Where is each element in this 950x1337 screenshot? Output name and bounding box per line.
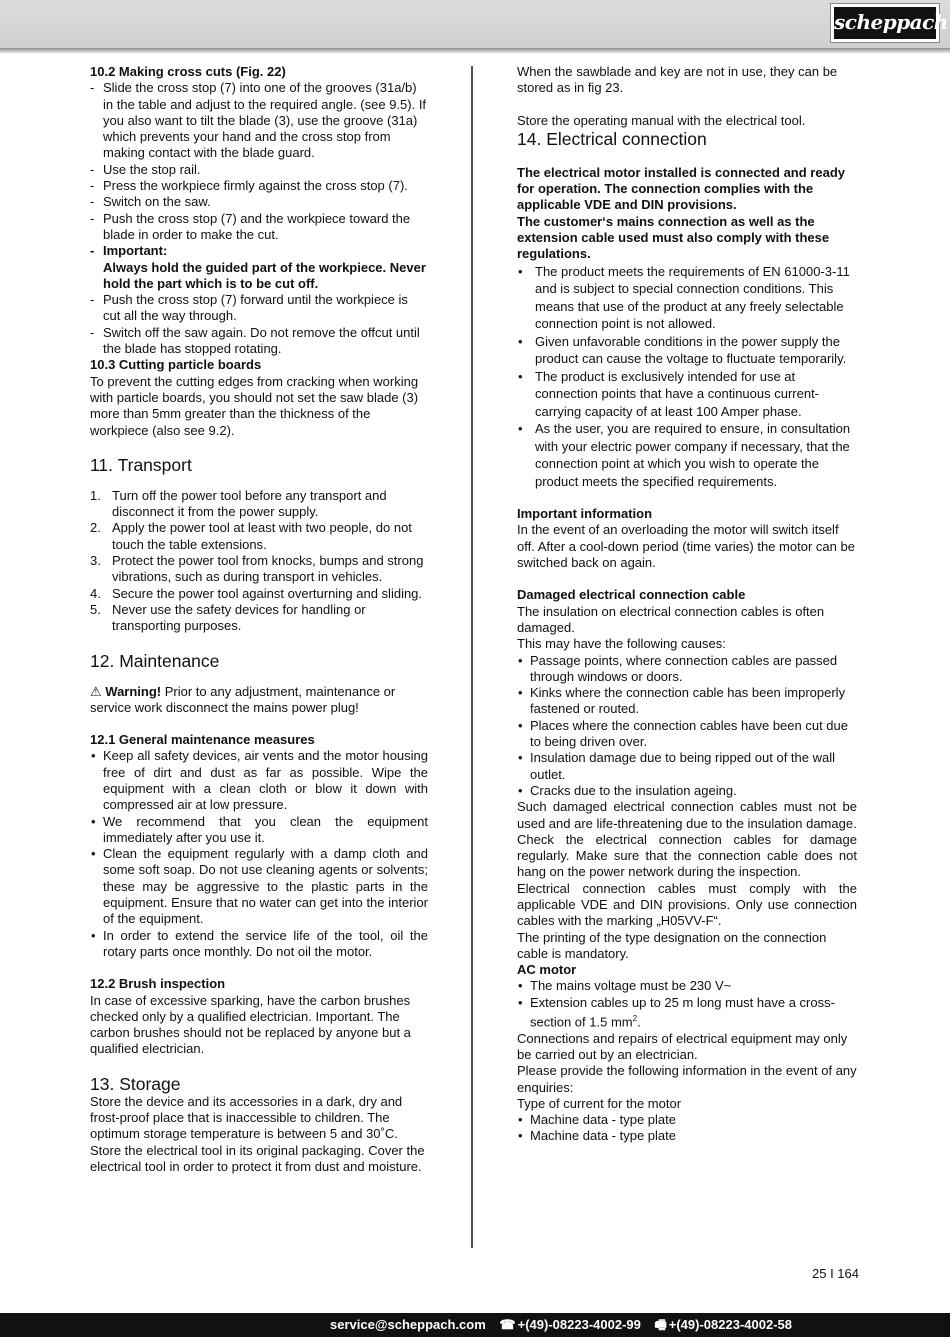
list-item: • Given unfavorable conditions in the power supply the product can cause the voltage to fluctuate temporarily.	[517, 333, 857, 368]
list-item: • Keep all safety devices, air vents and the motor housing free of dirt and dust as far as possible. Wipe the equipment with a clean cloth or blow it down with compressed air at low pressure.	[90, 748, 428, 813]
cross-cut-steps	[90, 80, 428, 357]
list-item: 4. Secure the power tool against overturning and sliding.	[90, 585, 423, 601]
storage-note: When the sawblade and key are not in use, they can be stored as in fig 23.	[517, 64, 838, 96]
maintenance-warning: ⚠ Warning! Prior to any adjustment, maintenance or service work disconnect the mains power plug!	[90, 683, 396, 715]
list-item: • The product is exclusively intended for use at connection points that have a continuous current-carrying capacity of at least 100 Amper phase.	[517, 368, 857, 421]
section-14-title: 14. Electrical connection	[517, 128, 707, 149]
list-item: • In order to extend the service life of the tool, oil the rotary parts once monthly. Do not oil the motor.	[90, 928, 428, 961]
left-column	[90, 64, 428, 1175]
mains-notice: The customer‘s mains connection as well as the extension cable used must also comply with these regulations.	[517, 213, 830, 262]
section-12-2-text: In case of excessive sparking, have the carbon brushes checked only by a qualified electrician. Important. The carbon brushes should not be replaced by anyone but a qualified electrician.	[90, 992, 411, 1057]
section-12-1-title: 12.1 General maintenance measures	[90, 732, 315, 748]
list-item: 2. Apply the power tool at least with two people, do not touch the table extensions.	[90, 520, 412, 552]
transport-list	[90, 488, 428, 635]
list-item: • Kinks where the connection cable has been improperly fastened or routed.	[517, 685, 857, 718]
list-item: • As the user, you are required to ensure, in consultation with your electric power company if necessary, that the connection point at which you wish to operate the product meets the specified requirements.	[517, 420, 857, 490]
important-text: Always hold the guided part of the workpiece. Never hold the part which is to be cut off.	[103, 259, 426, 291]
header-shadow	[0, 48, 950, 54]
section-11-title: 11. Transport	[90, 454, 192, 475]
important-info-text: In the event of an overloading the motor will switch itself off. After a cool-down period (time varies) the motor can be switched back on again.	[517, 522, 855, 571]
maintenance-list	[90, 748, 428, 960]
footer-bar	[0, 1313, 950, 1337]
manual-note: Store the operating manual with the electrical tool.	[517, 112, 806, 128]
list-item: • Cracks due to the insulation ageing.	[517, 783, 857, 799]
fax-icon: 🖷	[654, 1317, 667, 1332]
list-item: 1. Turn off the power tool before any transport and disconnect it from the power supply.	[90, 487, 387, 520]
list-item: • Machine data - type plate	[517, 1112, 857, 1128]
requirements-list	[517, 263, 857, 491]
list-item: - Push the cross stop (7) and the workpiece toward the blade in order to make the cut.	[90, 211, 428, 244]
list-item: - Push the cross stop (7) forward until the workpiece is cut all the way through.	[90, 292, 428, 325]
cable-compliance-text: Electrical connection cables must comply with the applicable VDE and DIN provisions. Only use connection cables with the marking „H05VV-F“.	[517, 880, 857, 929]
list-item: - Slide the cross stop (7) into one of the grooves (31a/b) in the table and adjust to the required angle. (see 9.5). If you also want to tilt the blade (3), use the groove (31a) which prevents your hand and the cross stop from making contact with the blade guard.	[90, 80, 428, 161]
list-item: • The product meets the requirements of EN 61000-3-11 and is subject to special connection conditions. This means that use of the product at any freely selectable connection point is not allowed.	[517, 263, 857, 333]
section-10-3-text: To prevent the cutting edges from cracking when working with particle boards, you should not set the saw blade (3) more than 5mm greater than the thickness of the workpiece (also see 9.2).	[90, 373, 419, 438]
page-number: 25 I 164	[812, 1266, 859, 1281]
list-item: - Press the workpiece firmly against the cross stop (7).	[90, 178, 428, 194]
important-info-title: Important information	[517, 506, 653, 522]
ac-motor-title: AC motor	[517, 962, 577, 978]
list-item: • The mains voltage must be 230 V~	[517, 978, 857, 994]
brand-logo-text: scheppach	[834, 7, 936, 39]
causes-list	[517, 653, 857, 800]
section-12-title: 12. Maintenance	[90, 650, 220, 671]
column-divider	[471, 66, 473, 1248]
phone-icon: ☎	[499, 1317, 516, 1332]
enquiries-text: Please provide the following information in the event of any enquiries:	[517, 1063, 857, 1095]
list-item: • Clean the equipment regularly with a damp cloth and some soft soap. Do not use cleaning agents or solvents; these may be aggressive to the plastic parts in the equipment. Ensure that no water can get into the interior of the equipment.	[90, 846, 428, 927]
section-10-2-title: 10.2 Making cross cuts (Fig. 22)	[90, 64, 286, 79]
section-13-text: Store the device and its accessories in a dark, dry and frost-proof place that is inaccessible to children. The optimum storage temperature is between 5 and 30˚C. Store the electrical tool in its original packaging. Cover the electrical tool in order to protect it from dust and moisture.	[90, 1093, 425, 1174]
list-item: 5. Never use the safety devices for handling or transporting purposes.	[90, 601, 366, 634]
list-item: • Machine data - type plate	[517, 1128, 857, 1144]
section-12-2-title: 12.2 Brush inspection	[90, 976, 226, 992]
list-item: • Insulation damage due to being ripped out of the wall outlet.	[517, 750, 857, 783]
list-item: • We recommend that you clean the equipment immediately after you use it.	[90, 814, 428, 847]
section-13-title: 13. Storage	[90, 1073, 181, 1094]
type-designation-text: The printing of the type designation on the connection cable is mandatory.	[517, 929, 827, 961]
list-item: - Switch off the saw again. Do not remove the offcut until the blade has stopped rotating.	[90, 325, 428, 358]
list-item: - Use the stop rail.	[90, 162, 428, 178]
warning-icon: ⚠	[90, 683, 102, 699]
list-item: • Places where the connection cables have been cut due to being driven over.	[517, 718, 857, 751]
section-10-3-title: 10.3 Cutting particle boards	[90, 357, 262, 373]
list-item: 3. Protect the power tool from knocks, bumps and strong vibrations, such as during transport in vehicles.	[90, 553, 424, 585]
footer-contact	[330, 1317, 792, 1333]
list-item: - Switch on the saw.	[90, 194, 428, 210]
list-item: • Extension cables up to 25 m long must have a cross-section of 1.5 $mm^2$.	[517, 995, 857, 1031]
damaged-cable-text: The insulation on electrical connection cables is often damaged.	[517, 603, 825, 635]
phone-number: +(49)-08223-4002-99	[517, 1317, 641, 1332]
repairs-text: Connections and repairs of electrical equipment may only be carried out by an electrician.	[517, 1030, 848, 1062]
cable-check-text: Check the electrical connection cables for damage regularly. Make sure that the connection cable does not hang on the power network during the inspection.	[517, 831, 857, 880]
fax-number: +(49)-08223-4002-58	[668, 1317, 792, 1332]
important-label: - Important:	[90, 243, 428, 259]
service-email-link[interactable]: service@scheppach.com	[330, 1317, 486, 1332]
list-item: • Passage points, where connection cables are passed through windows or doors.	[517, 653, 857, 686]
current-type-text: Type of current for the motor	[517, 1095, 682, 1111]
damaged-cable-causes: This may have the following causes:	[517, 636, 726, 652]
damaged-cable-warning: Such damaged electrical connection cables must not be used and are life-threatening due to the insulation damage.	[517, 799, 857, 831]
damaged-cable-title: Damaged electrical connection cable	[517, 587, 746, 603]
header-bar	[0, 0, 950, 48]
brand-logo	[830, 3, 948, 43]
right-column	[517, 64, 857, 1145]
connection-notice: The electrical motor installed is connected and ready for operation. The connection complies with the applicable VDE and DIN provisions.	[517, 164, 845, 213]
